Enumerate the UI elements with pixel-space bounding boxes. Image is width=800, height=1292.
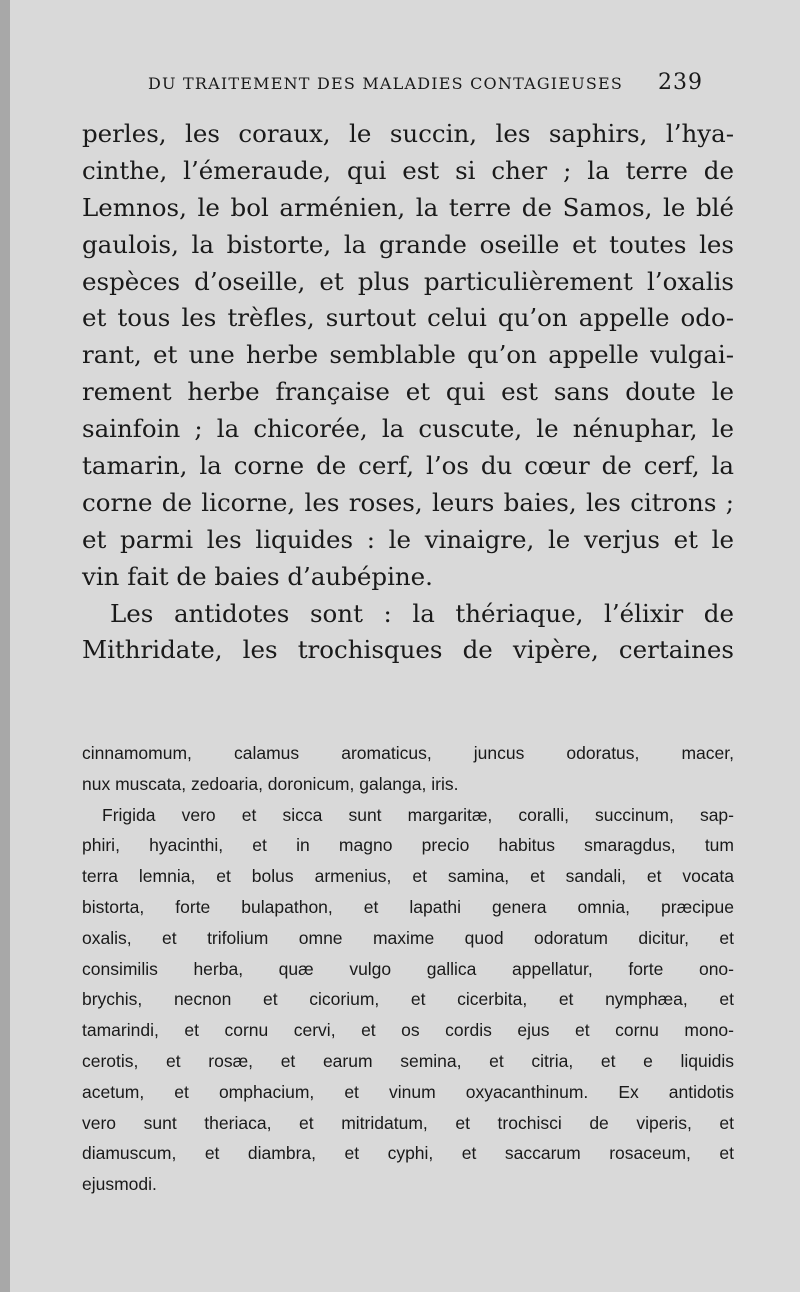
text-line: Mithridate, les trochisques de vipère, certaines	[82, 635, 734, 665]
footnote-line: terra lemnia, et bolus armenius, et samina, et sandali, et vocata	[82, 866, 734, 887]
footnote-line: Frigida vero et sicca sunt margaritæ, coralli, succinum, sap-	[102, 804, 734, 825]
text-line: Lemnos, le bol arménien, la terre de Samos, le blé	[82, 192, 734, 222]
footnote-line: brychis, necnon et cicorium, et cicerbita, et nymphæa, et	[82, 989, 734, 1010]
text-line: gaulois, la bistorte, la grande oseille et toutes les	[82, 229, 734, 259]
text-line: vin fait de baies d’aubépine.	[82, 561, 433, 591]
footnote-line: cerotis, et rosæ, et earum semina, et citria, et e liquidis	[82, 1050, 734, 1071]
text-line: perles, les coraux, le succin, les saphirs, l’hya-	[82, 119, 734, 148]
footnote-line: tamarindi, et cornu cervi, et os cordis ejus et cornu mono-	[82, 1020, 734, 1041]
footnote-line: diamuscum, et diambra, et cyphi, et saccarum rosaceum, et	[82, 1143, 734, 1164]
running-title: DU TRAITEMENT DES MALADIES CONTAGIEUSES	[148, 74, 624, 93]
running-header	[148, 70, 748, 95]
text-line: Les antidotes sont : la thériaque, l’élixir de	[110, 598, 734, 628]
text-line: sainfoin ; la chicorée, la cuscute, le nénuphar, le	[82, 414, 734, 444]
footnote-line: bistorta, forte bulapathon, et lapathi genera omnia, præcipue	[82, 896, 734, 917]
footnote-line: nux muscata, zedoaria, doronicum, galanga, iris.	[82, 773, 459, 794]
footnote-line: vero sunt theriaca, et mitridatum, et trochisci de viperis, et	[82, 1112, 734, 1133]
footnote-line: ejusmodi.	[82, 1174, 157, 1195]
footnote-block	[82, 738, 734, 1200]
footnote-line: acetum, et omphacium, et vinum oxyacanthinum. Ex antidotis	[82, 1081, 734, 1102]
footnote-line: phiri, hyacinthi, et in magno precio habitus smaragdus, tum	[82, 835, 734, 856]
text-line: espèces d’oseille, et plus particulièrement l’oxalis	[82, 266, 734, 296]
text-line: rant, et une herbe semblable qu’on appelle vulgai-	[82, 340, 734, 370]
text-line: tamarin, la corne de cerf, l’os du cœur de cerf, la	[82, 451, 734, 481]
page-number: 239	[658, 70, 703, 95]
text-line: et tous les trèfles, surtout celui qu’on appelle odo-	[82, 303, 734, 333]
text-line: corne de licorne, les roses, leurs baies, les citrons ;	[82, 487, 734, 517]
footnote-line: oxalis, et trifolium omne maxime quod odoratum dicitur, et	[82, 927, 734, 948]
text-line: cinthe, l’émeraude, qui est si cher ; la terre de	[82, 155, 734, 185]
text-line: et parmi les liquides : le vinaigre, le verjus et le	[82, 524, 734, 554]
page-edge-shadow	[0, 0, 10, 1292]
footnote-line: cinnamomum, calamus aromaticus, juncus odoratus, macer,	[82, 743, 734, 763]
footnote-line: consimilis herba, quæ vulgo gallica appellatur, forte ono-	[82, 958, 734, 979]
text-line: rement herbe française et qui est sans doute le	[82, 377, 734, 407]
main-text-block	[82, 116, 734, 669]
